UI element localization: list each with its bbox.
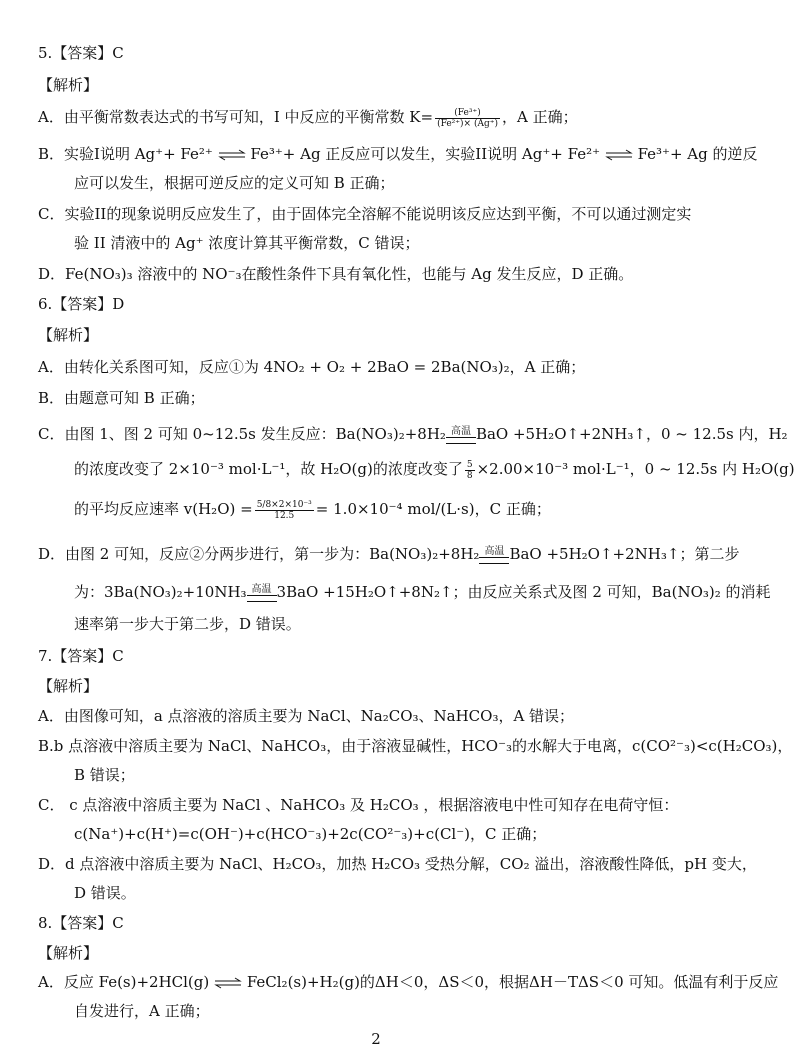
q5-option-d: D．Fe(NO₃)₃ 溶液中的 NO⁻₃在酸性条件下具有氧化性，也能与 Ag 发生反应，D 正确。 — [38, 265, 634, 283]
q6-option-c-line1: C．由图 1、图 2 可知 0~12.5s 发生反应：Ba(NO₃)₂+8H₂ 高温 BaO +5H₂O↑+2NH₃↑，0 ~ 12.5s 内，H₂ — [38, 425, 788, 443]
q5-option-c-line1: C．实验II的现象说明反应发生了，由于固体完全溶解不能说明该反应达到平衡，不可以通过测定实 — [38, 205, 692, 223]
q6-answer: 6.【答案】D — [38, 295, 125, 313]
rate-fraction: $\frac{\text{5/8×2×10⁻³}}{12.5}$ — [256, 499, 312, 521]
high-temperature-condition: 高温 — [446, 426, 476, 444]
q8-analysis: 【解析】 — [38, 944, 99, 962]
q8-answer: 8.【答案】C — [38, 914, 124, 932]
q7-option-a: A．由图像可知，a 点溶液的溶质主要为 NaCl、Na₂CO₃、NaHCO₃，A 错误； — [38, 707, 575, 725]
q6-option-c-line2: 的浓度改变了 2×10⁻³ mol·L⁻¹，故 H₂O(g)的浓度改变了 $\frac{5}{8}$ ×2.00×10⁻³ mol·L⁻¹，0 ~ 12.5s 内 H₂O(g) — [74, 459, 795, 481]
q7-analysis: 【解析】 — [38, 677, 99, 695]
q5-option-c-line2: 验 II 清液中的 Ag⁺ 浓度计算其平衡常数，C 错误； — [74, 234, 420, 252]
q7-option-c-line1: C． c 点溶液中溶质主要为 NaCl 、NaHCO₃ 及 H₂CO₃ ，根据溶液电中性可知存在电荷守恒： — [38, 796, 679, 814]
q6-option-a: A．由转化关系图可知，反应①为 4NO₂ + O₂ + 2BaO = 2Ba(NO₃)₂，A 正确； — [38, 358, 586, 376]
high-temperature-condition: 高温 — [479, 546, 509, 564]
q6-option-d-line3: 速率第一步大于第二步，D 错误。 — [74, 615, 301, 633]
page-number: 2 — [371, 1030, 381, 1048]
q5-answer: 5.【答案】C — [38, 44, 124, 62]
q5-analysis: 【解析】 — [38, 76, 99, 94]
q6-analysis: 【解析】 — [38, 326, 99, 344]
q8-option-a-line1: A．反应 Fe(s)+2HCl(g) FeCl₂(s)+H₂(g)的ΔH＜0，ΔS＜0，根据ΔH－TΔS＜0 可知。低温有利于反应 — [38, 973, 779, 991]
q5-option-a: A．由平衡常数表达式的书写可知，I 中反应的平衡常数 K= $\frac{\text{(Fe³⁺)}}{\text{(Fe²⁺)× (Ag⁺)}}$ ，A 正确； — [38, 107, 578, 129]
reversible-arrow-icon — [218, 150, 246, 160]
reversible-arrow-icon — [605, 150, 633, 160]
q7-option-c-line2: c(Na⁺)+c(H⁺)=c(OH⁻)+c(HCO⁻₃)+2c(CO²⁻₃)+c(Cl⁻)，C 正确； — [74, 825, 547, 843]
high-temperature-condition: 高温 — [247, 584, 277, 602]
reversible-arrow-icon — [214, 978, 242, 988]
equilibrium-constant-fraction: $\frac{\text{(Fe³⁺)}}{\text{(Fe²⁺)× (Ag⁺)}}$ — [437, 107, 498, 129]
q7-option-d-line1: D．d 点溶液中溶质主要为 NaCl、H₂CO₃，加热 H₂CO₃ 受热分解，CO₂ 溢出，溶液酸性降低，pH 变大， — [38, 855, 757, 873]
q7-option-d-line2: D 错误。 — [74, 884, 136, 902]
q6-option-d-line1: D．由图 2 可知，反应②分两步进行，第一步为：Ba(NO₃)₂+8H₂ 高温 BaO +5H₂O↑+2NH₃↑；第二步 — [38, 545, 740, 563]
q5-option-b-line1: B．实验I说明 Ag⁺+ Fe²⁺ Fe³⁺+ Ag 正反应可以发生，实验II说明 Ag⁺+ Fe²⁺ Fe³⁺+ Ag 的逆反 — [38, 145, 758, 163]
q8-option-a-line2: 自发进行，A 正确； — [74, 1002, 210, 1020]
q6-option-d-line2: 为：3Ba(NO₃)₂+10NH₃ 高温 3BaO +15H₂O↑+8N₂↑；由反应关系式及图 2 可知，Ba(NO₃)₂ 的消耗 — [74, 583, 771, 601]
q5-option-b-line2: 应可以发生，根据可逆反应的定义可知 B 正确； — [74, 174, 395, 192]
q7-answer: 7.【答案】C — [38, 647, 124, 665]
q7-option-b-line1: B.b 点溶液中溶质主要为 NaCl、NaHCO₃，由于溶液显碱性，HCO⁻₃的水解大于电离，c(CO²⁻₃)<c(H₂CO₃)， — [38, 737, 793, 755]
q6-option-c-line3: 的平均反应速率 v(H₂O) = $\frac{\text{5/8×2×10⁻³}}{12.5}$ = 1.0×10⁻⁴ mol/(L·s)，C 正确； — [74, 499, 551, 521]
five-eighths-fraction: $\frac{5}{8}$ — [466, 459, 473, 481]
q6-option-b: B．由题意可知 B 正确； — [38, 389, 205, 407]
q7-option-b-line2: B 错误； — [74, 766, 135, 784]
